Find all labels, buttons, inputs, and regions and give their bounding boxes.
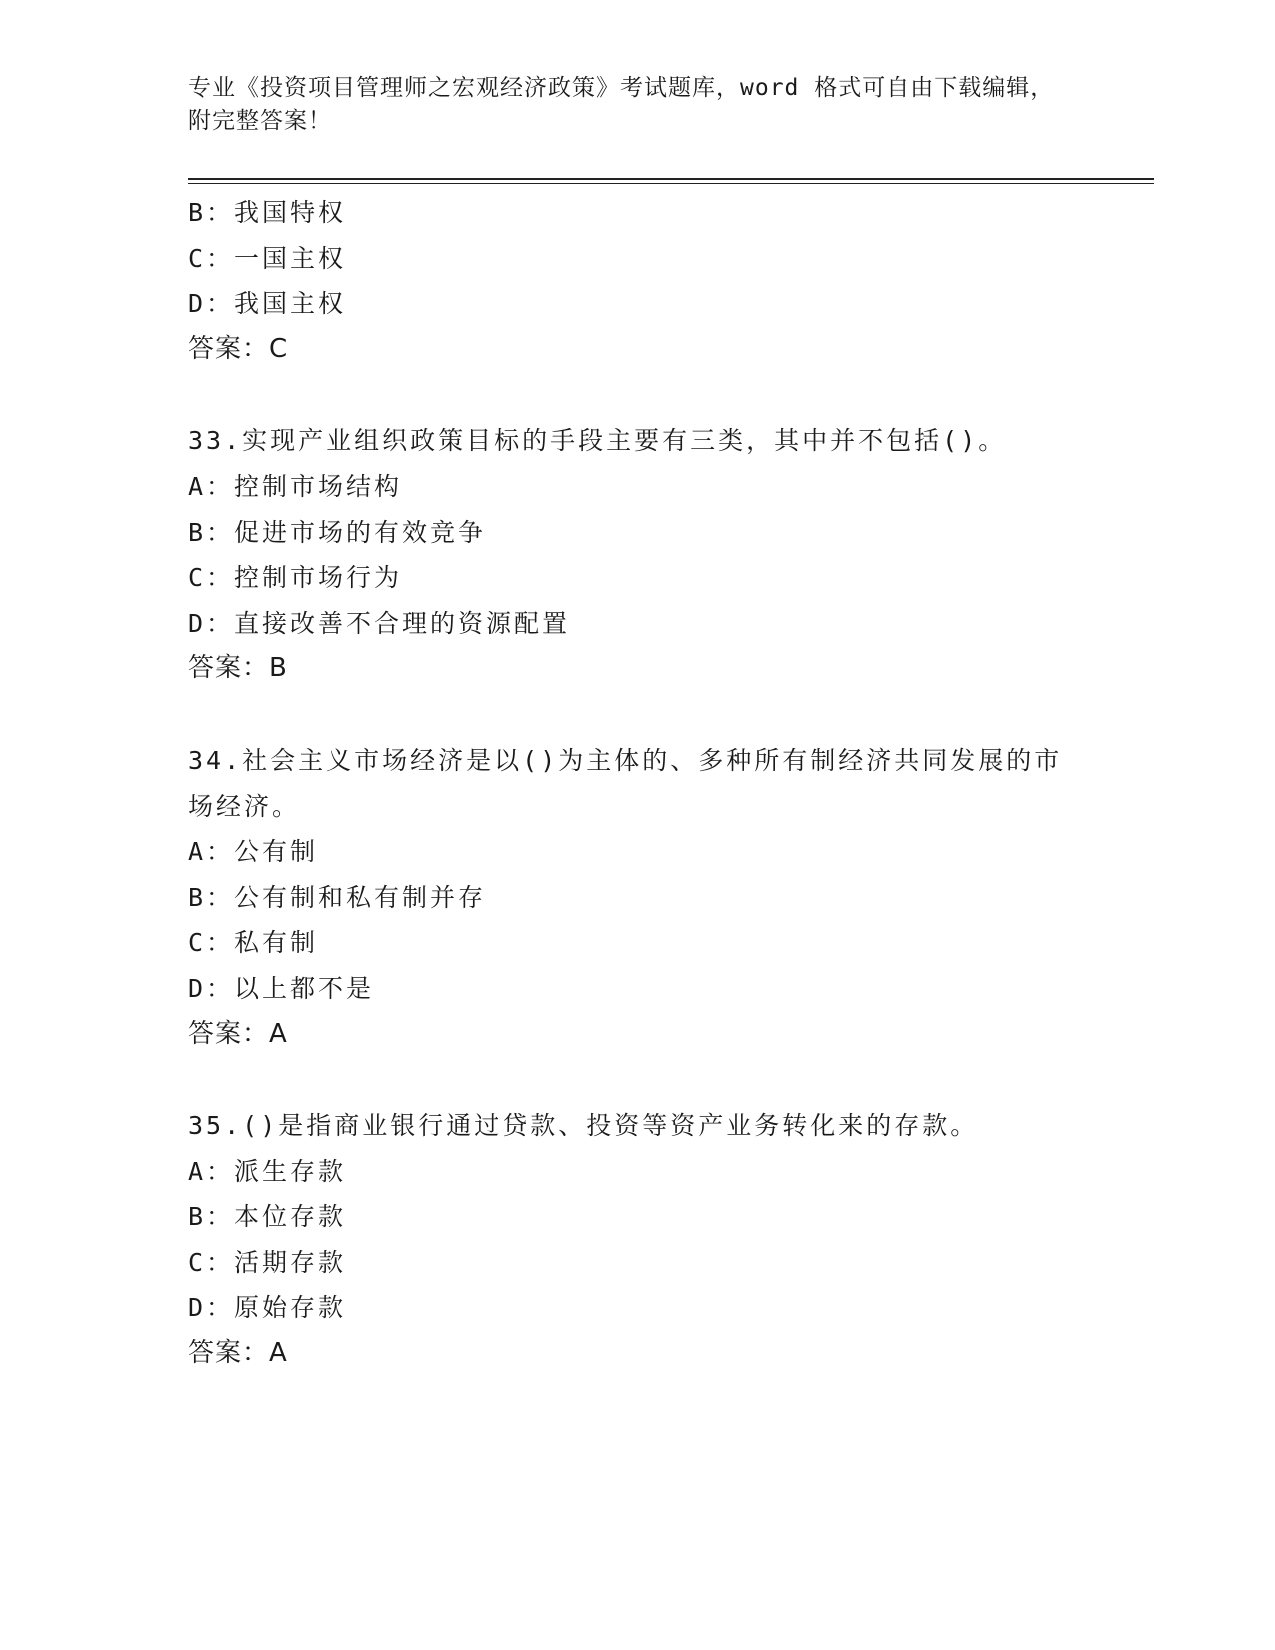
option-c: C：一国主权 xyxy=(188,243,347,273)
question-stem-line-1: 34.社会主义市场经济是以()为主体的、多种所有制经济共同发展的市 xyxy=(188,745,1063,775)
question-block-35 xyxy=(188,1103,1088,1377)
answer-label: 答案：A xyxy=(188,1338,288,1369)
option-a: A：控制市场结构 xyxy=(188,471,403,501)
option-d: D：直接改善不合理的资源配置 xyxy=(188,608,571,638)
question-stem-line-2: 场经济。 xyxy=(188,791,301,821)
document-header xyxy=(188,72,1088,138)
option-c: C：活期存款 xyxy=(188,1247,347,1277)
option-d: D：原始存款 xyxy=(188,1293,347,1323)
option-d: D：我国主权 xyxy=(188,289,347,319)
option-c: C：私有制 xyxy=(188,928,319,958)
question-block-34 xyxy=(188,738,1088,1057)
option-b: B：本位存款 xyxy=(188,1202,347,1232)
option-b: B：促进市场的有效竞争 xyxy=(188,517,487,547)
option-d: D：以上都不是 xyxy=(188,973,375,1003)
header-divider-top xyxy=(188,178,1154,180)
block-spacer xyxy=(188,692,1088,738)
answer-label: 答案：B xyxy=(188,653,288,684)
question-block-33 xyxy=(188,418,1088,692)
option-b: B：公有制和私有制并存 xyxy=(188,882,487,912)
answer-label: 答案：C xyxy=(188,333,289,364)
header-line-1: 专业《投资项目管理师之宏观经济政策》考试题库，word 格式可自由下载编辑， xyxy=(188,75,1055,101)
option-c: C：控制市场行为 xyxy=(188,563,403,593)
question-stem: 33.实现产业组织政策目标的手段主要有三类，其中并不包括()。 xyxy=(188,426,1007,456)
option-a: A：派生存款 xyxy=(188,1156,347,1186)
option-b: B：我国特权 xyxy=(188,198,347,227)
answer-label: 答案：A xyxy=(188,1018,288,1049)
option-a: A：公有制 xyxy=(188,837,319,867)
question-block-32 xyxy=(188,190,1088,372)
block-spacer xyxy=(188,372,1088,418)
header-line-2: 附完整答案！ xyxy=(188,108,332,134)
block-spacer xyxy=(188,1057,1088,1103)
question-list xyxy=(188,190,1088,1377)
question-stem: 35.()是指商业银行通过贷款、投资等资产业务转化来的存款。 xyxy=(188,1111,979,1141)
header-divider-bottom xyxy=(188,183,1154,184)
